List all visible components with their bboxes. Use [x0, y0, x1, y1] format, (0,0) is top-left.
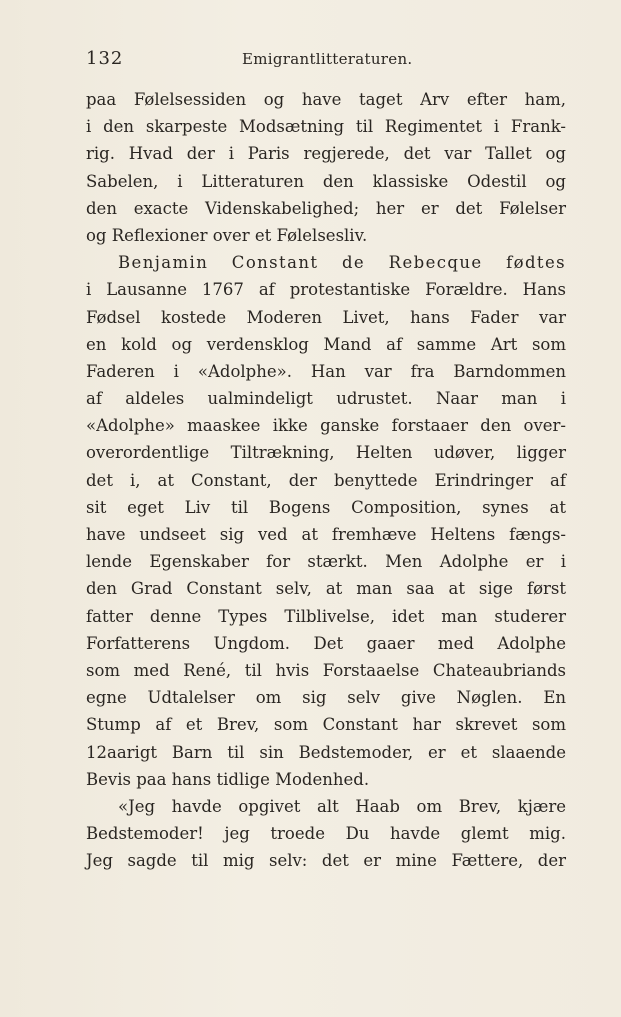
text-line: Stump af et Brev, som Constant har skrevet som	[86, 715, 566, 735]
text-line: Bedstemoder! jeg troede Du havde glemt mig.	[86, 824, 566, 844]
text-line: fatter denne Types Tilblivelse, idet man studerer	[86, 606, 566, 626]
text-line: i Lausanne 1767 af protestantiske Forældre. Hans	[86, 280, 566, 300]
text-line: egne Udtalelser om sig selv give Nøglen. En	[86, 688, 566, 708]
text-line: det i, at Constant, der benyttede Erindringer af	[86, 470, 566, 490]
text-line: den exacte Videnskabelighed; her er det Følelser	[86, 198, 566, 218]
text-line: Forfatterens Ungdom. Det gaaer med Adolphe	[86, 633, 566, 653]
text-line: Bevis paa hans tidlige Modenhed.	[86, 769, 370, 789]
text-line: Faderen i «Adolphe». Han var fra Barndommen	[86, 361, 566, 381]
page-number: 132	[86, 48, 124, 69]
body-text	[86, 86, 566, 874]
text-line: den Grad Constant selv, at man saa at sige først	[86, 579, 566, 599]
text-line: Benjamin Constant de Rebecque fødtes	[118, 253, 566, 273]
text-line: have undseet sig ved at fremhæve Heltens fængs-	[86, 525, 566, 544]
text-line: som med René, til hvis Forstaaelse Chateaubriands	[86, 660, 566, 680]
running-title: Emigrantlitteraturen.	[242, 50, 413, 68]
text-line: rig. Hvad der i Paris regjerede, det var Tallet og	[86, 144, 566, 164]
text-line: Sabelen, i Litteraturen den klassiske Odestil og	[86, 171, 566, 191]
page-header	[86, 48, 566, 74]
text-line: overordentlige Tiltrækning, Helten udøver, ligger	[86, 443, 566, 463]
text-line: Fødsel kostede Moderen Livet, hans Fader var	[86, 307, 566, 327]
text-line: i den skarpeste Modsætning til Regimentet i Frank-	[86, 117, 566, 137]
text-line: og Reflexioner over et Følelsesliv.	[86, 225, 368, 245]
text-line: paa Følelsessiden og have taget Arv efter ham,	[86, 90, 566, 109]
text-line: en kold og verdensklog Mand af samme Art som	[86, 334, 566, 354]
text-line: Jeg sagde til mig selv: det er mine Fættere, der	[86, 851, 566, 871]
text-line: sit eget Liv til Bogens Composition, synes at	[86, 497, 566, 517]
text-line: «Adolphe» maaskee ikke ganske forstaaer den over-	[86, 416, 566, 436]
text-line: lende Egenskaber for stærkt. Men Adolphe er i	[86, 552, 566, 572]
text-line: «Jeg havde opgivet alt Haab om Brev, kjære	[118, 796, 566, 816]
text-line: 12aarigt Barn til sin Bedstemoder, er et slaaende	[86, 742, 566, 762]
text-line: af aldeles ualmindeligt udrustet. Naar man i	[86, 389, 566, 409]
